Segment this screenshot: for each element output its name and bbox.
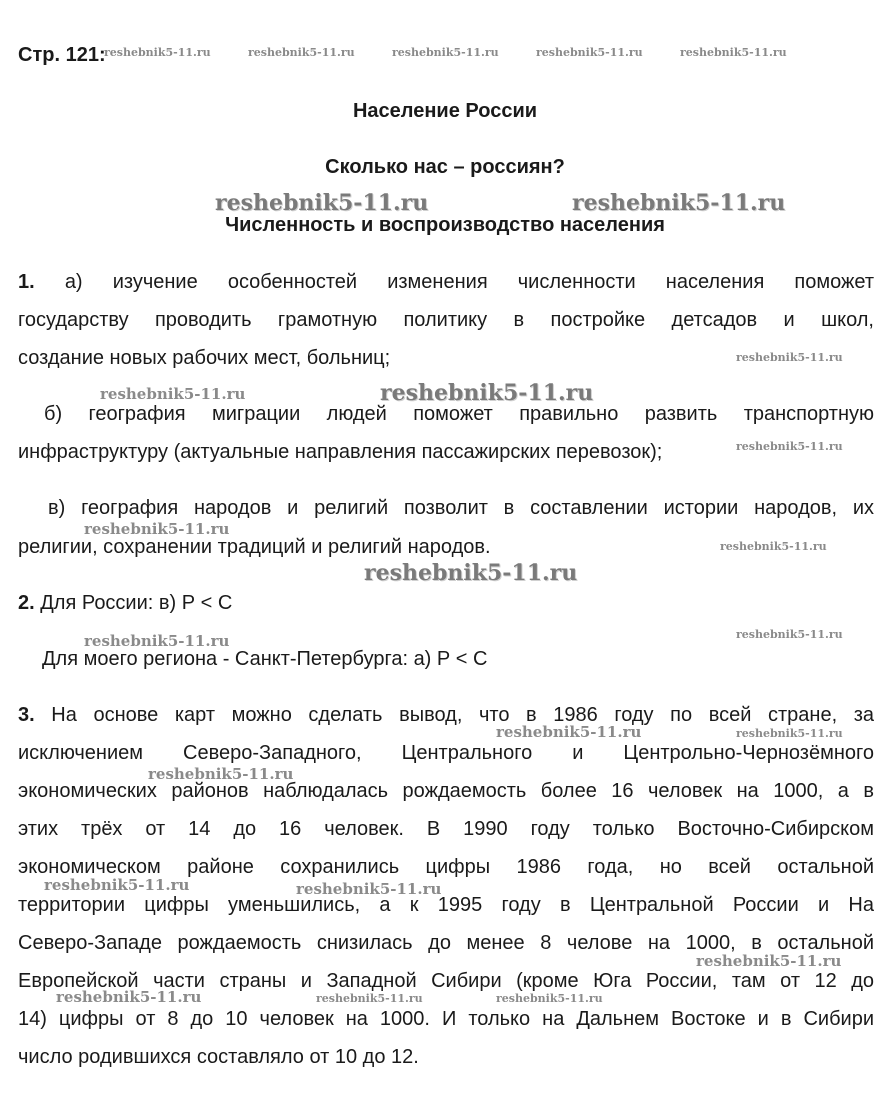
q3-line-5: экономическом районе сохранились цифры 1986 года, но всей остальной [18,856,874,878]
watermark: reshebnik5-11.ru [148,765,294,783]
q2-line-2: Для моего региона - Санкт-Петербурга: а) Р < С [42,648,488,670]
q1-b-line-1: б) география миграции людей поможет правильно развить транспортную [44,403,874,425]
q1-b-line-2: инфраструктуру (актуальные направления пассажирских перевозок); [18,441,663,463]
q3-number: 3. [18,704,35,726]
watermark: reshebnik5-11.ru [736,628,843,641]
q3-line-8: Европейской части страны и Западной Сибири (кроме Юга России, там от 12 до [18,970,874,992]
q1-c-line-2: религии, сохранении традиций и религий народов. [18,536,491,558]
q1-line-1: 1. а) изучение особенностей изменения численности населения поможет [18,271,874,293]
watermark: reshebnik5-11.ru [496,723,642,741]
section-title: Численность и воспроизводство населения [225,214,665,236]
q3-line-7: Северо-Западе рождаемость снизилась до менее 8 челове на 1000, в остальной [18,932,874,954]
watermark: reshebnik5-11.ru [104,46,211,59]
q3-line-1: 3. На основе карт можно сделать вывод, что в 1986 году по всей стране, за [18,704,875,726]
watermark: reshebnik5-11.ru [380,380,594,406]
watermark: reshebnik5-11.ru [736,727,843,740]
watermark: reshebnik5-11.ru [572,190,786,216]
watermark: reshebnik5-11.ru [720,540,827,553]
q2-line-1: 2. Для России: в) Р < С [18,592,233,614]
watermark: reshebnik5-11.ru [44,876,190,894]
watermark: reshebnik5-11.ru [296,880,442,898]
watermark: reshebnik5-11.ru [364,560,578,586]
watermark: reshebnik5-11.ru [100,385,246,403]
q3-line-2: исключением Северо-Западного, Центрального и Центрольно-Чернозёмного [18,742,874,764]
watermark: reshebnik5-11.ru [316,992,423,1005]
q3-line-4: этих трёх от 14 до 16 человек. В 1990 году только Восточно-Сибирском [18,818,874,840]
q3-line-6: территории цифры уменьшились, а к 1995 году в Центральной России и На [18,894,874,916]
watermark: reshebnik5-11.ru [736,351,843,364]
subtitle: Сколько нас – россиян? [325,156,565,178]
watermark: reshebnik5-11.ru [248,46,355,59]
watermark: reshebnik5-11.ru [215,190,429,216]
watermark: reshebnik5-11.ru [84,520,230,538]
q3-line-10: число родившихся составляло от 10 до 12. [18,1046,419,1068]
q1-c-line-1: в) география народов и религий позволит в составлении истории народов, их [48,497,874,519]
watermark: reshebnik5-11.ru [696,952,842,970]
watermark: reshebnik5-11.ru [736,440,843,453]
q1-line-2: государству проводить грамотную политику в постройке детсадов и школ, [18,309,874,331]
page-number: Стр. 121: [18,44,106,66]
q1-line-3: создание новых рабочих мест, больниц; [18,347,391,369]
q3-line-9: 14) цифры от 8 до 10 человек на 1000. И только на Дальнем Востоке и в Сибири [18,1008,874,1030]
watermark: reshebnik5-11.ru [680,46,787,59]
watermark: reshebnik5-11.ru [536,46,643,59]
watermark: reshebnik5-11.ru [56,988,202,1006]
watermark: reshebnik5-11.ru [84,632,230,650]
q1-number: 1. [18,271,35,293]
watermark: reshebnik5-11.ru [496,992,603,1005]
q2-number: 2. [18,592,35,614]
q3-line-3: экономических районов наблюдалась рождаемость более 16 человек на 1000, а в [18,780,874,802]
main-title: Население России [352,100,538,122]
watermark: reshebnik5-11.ru [392,46,499,59]
